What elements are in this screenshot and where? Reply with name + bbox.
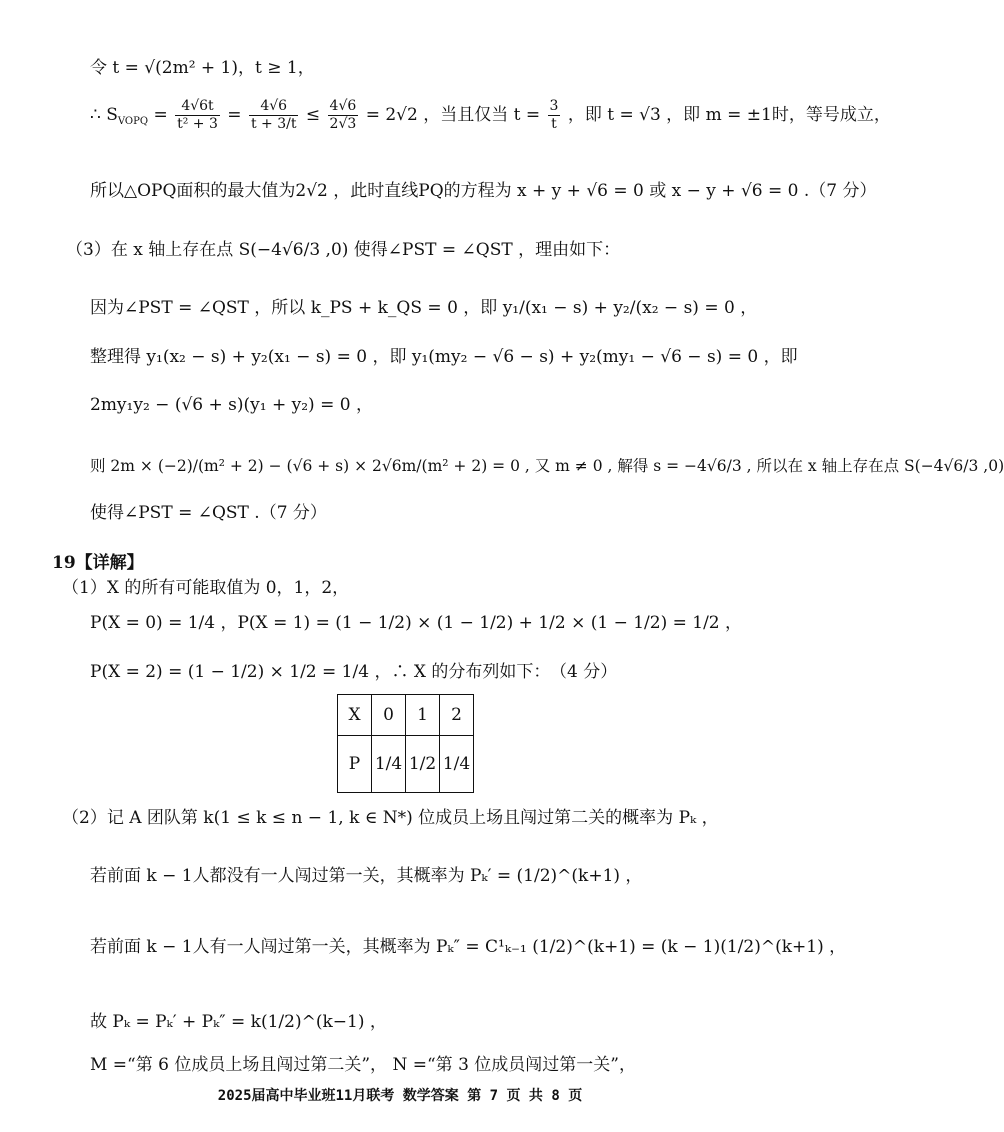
line-4: （3）在 x 轴上存在点 S(−4√6/3 ,0) 使得∠PST = ∠QST ，理由如下： xyxy=(66,240,621,260)
score-4: （4 分） xyxy=(550,662,618,682)
table-header-cell: 2 xyxy=(440,695,474,736)
section-19-heading: 19【详解】 xyxy=(52,553,144,573)
page-footer: 2025届高中毕业班11月联考 数学答案 第 7 页 共 8 页 xyxy=(217,1088,583,1104)
line-17: 故 Pₖ = Pₖ′ + Pₖ″ = k(1/2)^(k−1) ， xyxy=(90,1012,387,1032)
table-cell: 1/4 xyxy=(440,736,474,793)
table-cell: P xyxy=(338,736,372,793)
line-11: （1）X 的所有可能取值为 0，1，2， xyxy=(62,578,350,598)
table-header-cell: 0 xyxy=(372,695,406,736)
line-2: ∴ $S_{VOPQ}$ = $\frac{4√6t}{\text{t² + 3}}$ = $\frac{4√6}{t + 3/t}$ ≤ $\frac{4√6}{2√3}$ = 2√2 ，当且仅当 t = $\frac{3}{t}$ ，即 t = √3 ，即 m = ±1时，等号成立， xyxy=(90,98,891,132)
line-15: 若前面 k − 1人都没有一人闯过第一关，其概率为 Pₖ′ = (1/2)^(k+1) ， xyxy=(90,866,643,886)
line-13: P(X = 2) = (1 − 1/2) × 1/2 = 1/4 ，∴ X 的分布列如下： xyxy=(90,662,551,682)
distribution-table xyxy=(337,694,474,793)
line-16: 若前面 k − 1人有一人闯过第一关，其概率为 Pₖ″ = C¹ₖ₋₁ (1/2)^(k+1) = (k − 1)(1/2)^(k+1) ， xyxy=(90,937,847,957)
line-5: 因为∠PST = ∠QST ，所以 k_PS + k_QS = 0 ，即 y₁/(x₁ − s) + y₂/(x₂ − s) = 0 ， xyxy=(90,298,758,318)
line-8: 则 2m × (−2)/(m² + 2) − (√6 + s) × 2√6m/(m² + 2) = 0 , 又 m ≠ 0 , 解得 s = −4√6/3 , 所以在 x 轴上存在点 S(−4√6/3 ,0) xyxy=(90,457,1004,475)
line-14: （2）记 A 团队第 k(1 ≤ k ≤ n − 1, k ∈ N*) 位成员上场且闯过第二关的概率为 Pₖ ， xyxy=(62,808,719,828)
line-18: M =“第 6 位成员上场且闯过第二关”， N =“第 3 位成员闯过第一关”， xyxy=(90,1055,636,1075)
table-header-cell: X xyxy=(338,695,372,736)
line-1: 令 t = √(2m² + 1)，t ≥ 1， xyxy=(90,58,315,78)
line-12: P(X = 0) = 1/4 ，P(X = 1) = (1 − 1/2) × (1 − 1/2) + 1/2 × (1 − 1/2) = 1/2 ， xyxy=(90,613,743,633)
line-3: 所以△OPQ面积的最大值为2√2 ，此时直线PQ的方程为 x + y + √6 = 0 或 x − y + √6 = 0 .（7 分） xyxy=(90,181,877,201)
table-header-cell: 1 xyxy=(406,695,440,736)
line-7: 2my₁y₂ − (√6 + s)(y₁ + y₂) = 0 ， xyxy=(90,395,373,415)
line-6: 整理得 y₁(x₂ − s) + y₂(x₁ − s) = 0 ，即 y₁(my₂ − √6 − s) + y₂(my₁ − √6 − s) = 0 ，即 xyxy=(90,347,798,367)
line-9: 使得∠PST = ∠QST .（7 分） xyxy=(90,503,327,523)
table-cell: 1/2 xyxy=(406,736,440,793)
table-cell: 1/4 xyxy=(372,736,406,793)
